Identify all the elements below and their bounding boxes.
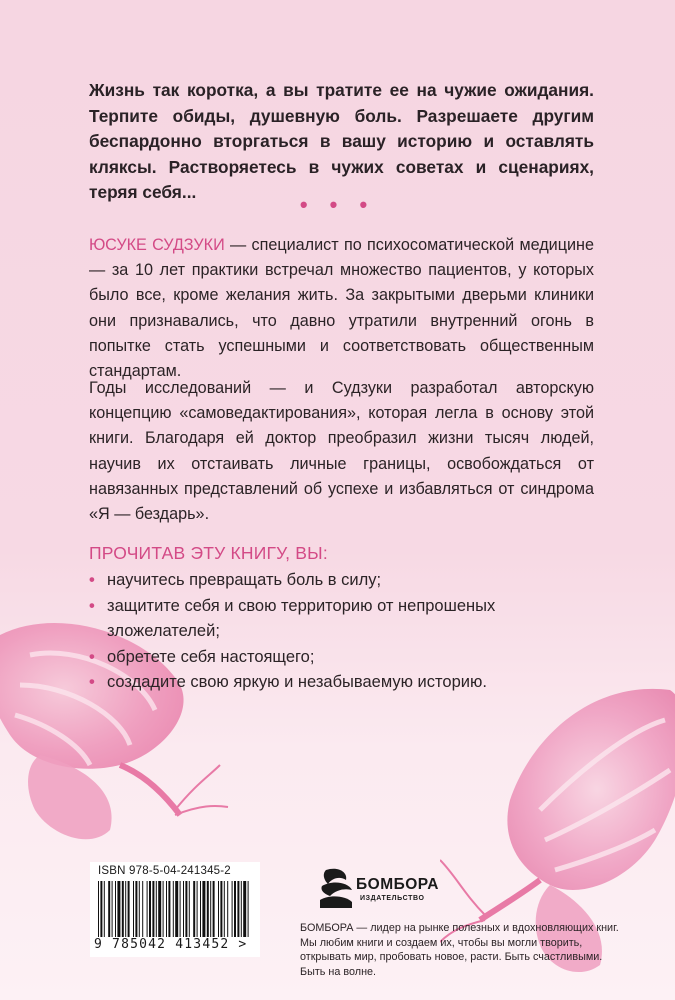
benefits-list bbox=[89, 568, 609, 696]
benefits-heading: ПРОЧИТАВ ЭТУ КНИГУ, ВЫ: bbox=[89, 543, 328, 563]
publisher-subtitle: ИЗДАТЕЛЬСТВО bbox=[360, 895, 425, 902]
lead-paragraph: Жизнь так коротка, а вы тратите ее на чужие ожидания. Терпите обиды, душевную боль. Разрешаете другим беспардонно вторгаться в вашу историю и оставлять кляксы. Растворяетесь в чужих советах и сценариях, теряя себя... bbox=[89, 80, 594, 202]
author-paragraph bbox=[89, 233, 594, 384]
isbn-barcode bbox=[90, 862, 260, 957]
publisher-logo bbox=[318, 866, 468, 916]
author-name: ЮСУКЕ СУДЗУКИ bbox=[89, 236, 225, 254]
barcode-digits: 9 785042 413452 > bbox=[94, 937, 248, 952]
benefit-item: • обретете себя настоящего; bbox=[89, 645, 609, 671]
method-paragraph: Годы исследований — и Судзуки разработал авторскую концепцию «самоведактирования», которая легла в основу этой книги. Благодаря ей доктор преобразил жизни тысяч людей, научив их отстаивать личные границы, освобождаться от навязанных представлений об успехе и избавляться от синдрома «Я — бездарь». bbox=[89, 379, 594, 524]
benefit-item: • создадите свою яркую и незабываемую историю. bbox=[89, 670, 609, 696]
benefit-item: • научитесь превращать боль в силу; bbox=[89, 568, 609, 594]
publisher-name: БОМБОРА bbox=[356, 876, 439, 893]
barcode-icon bbox=[98, 881, 253, 937]
benefit-item: • защитите себя и свою территорию от непрошеных зложелателей; bbox=[89, 594, 609, 645]
author-description: — специалист по психосоматической медицине — за 10 лет практики встречал множество пациентов, у которых было все, кроме желания жить. За закрытыми дверьми клиники они признавались, что давно утратили внутренний огонь в попытке стать успешными и соответствовать общественным стандартам. bbox=[89, 236, 594, 381]
bombora-wave-icon bbox=[318, 866, 354, 910]
section-divider-dots: • • • bbox=[299, 192, 376, 217]
publisher-description: БОМБОРА — лидер на рынке полезных и вдохновляющих книг. Мы любим книги и создаем их, чтобы вы могли творить, открывать мир, пробовать новое, расти. Быть счастливыми. Быть на волне. bbox=[300, 922, 619, 978]
isbn-number: ISBN 978-5-04-241345-2 bbox=[98, 865, 231, 877]
